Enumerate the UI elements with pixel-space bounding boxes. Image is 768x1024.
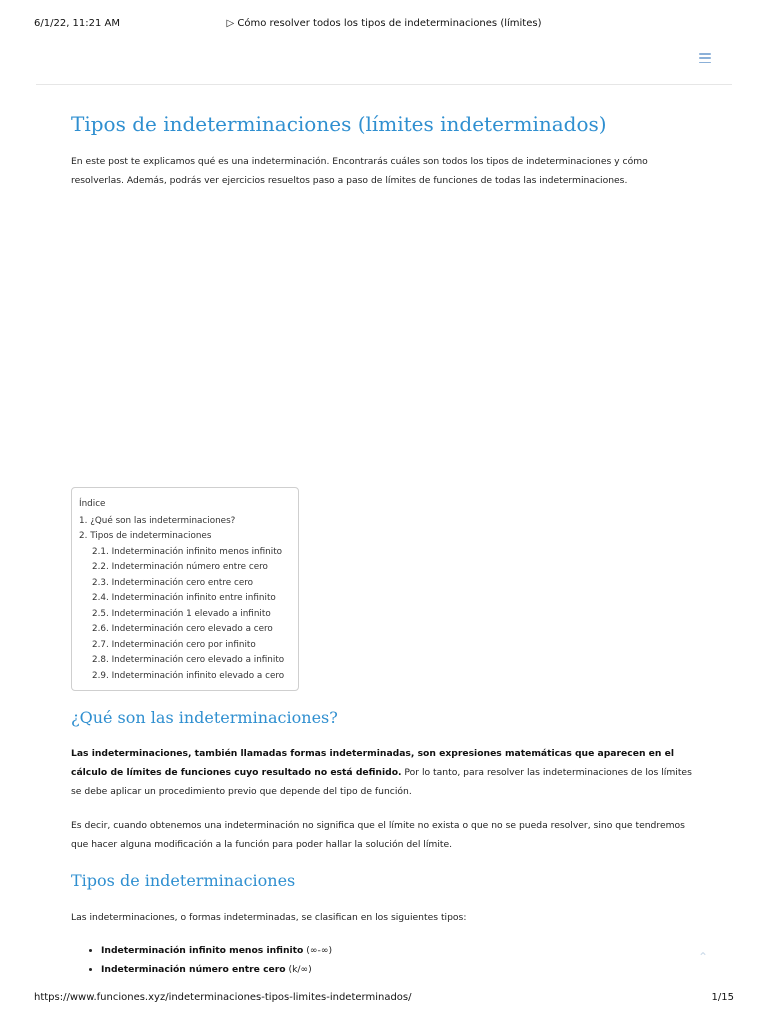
page-title: Tipos de indeterminaciones (límites indeterminados) xyxy=(71,112,607,136)
toc-subitem[interactable]: 2.2. Indeterminación número entre cero xyxy=(92,562,268,572)
ad-placeholder xyxy=(71,190,697,487)
toc-subitem[interactable]: 2.4. Indeterminación infinito entre infinito xyxy=(92,593,276,603)
print-url: https://www.funciones.xyz/indeterminaciones-tipos-limites-indeterminados/ xyxy=(34,992,412,1003)
page-number: 1/15 xyxy=(711,992,734,1003)
toc-subitem[interactable]: 2.9. Indeterminación infinito elevado a cero xyxy=(92,670,285,681)
list-item xyxy=(101,960,697,979)
list-item-bold: Indeterminación infinito menos infinito xyxy=(101,944,304,956)
toc-subitem[interactable]: 2.1. Indeterminación infinito menos infinito xyxy=(92,546,283,557)
intro-paragraph: En este post te explicamos qué es una indeterminación. Encontrarás cuáles son todos los tipos de indeterminaciones y cómo resolverlas. Además, podrás ver ejercicios resueltos paso a paso de límites de funciones de todas las indeterminaciones. xyxy=(71,156,648,186)
list-item-bold: Indeterminación número entre cero xyxy=(101,963,286,975)
toc-subitem[interactable]: 2.6. Indeterminación cero elevado a cero xyxy=(92,624,273,634)
section1-paragraph-2: Es decir, cuando obtenemos una indeterminación no significa que el límite no exista o que no se pueda resolver, sino que tendremos que hacer alguna modificación a la función para poder hallar la solución del límite. xyxy=(71,820,685,851)
toc-subitem[interactable]: 2.3. Indeterminación cero entre cero xyxy=(92,577,254,588)
list-item xyxy=(101,941,697,960)
header-divider xyxy=(36,84,732,85)
toc-subitem[interactable]: 2.7. Indeterminación cero por infinito xyxy=(92,639,256,650)
types-list xyxy=(71,941,697,979)
toc-subitem[interactable]: 2.8. Indeterminación cero elevado a infinito xyxy=(92,655,285,665)
section-heading-que-son: ¿Qué son las indeterminaciones? xyxy=(71,708,338,727)
print-datetime: 6/1/22, 11:21 AM xyxy=(34,18,121,29)
section-heading-tipos: Tipos de indeterminaciones xyxy=(71,871,296,891)
hamburger-menu-icon[interactable] xyxy=(699,53,711,63)
list-item-notation: (k/∞) xyxy=(285,963,312,975)
article-content xyxy=(71,110,697,979)
toc-item-que-son[interactable]: 1. ¿Qué son las indeterminaciones? xyxy=(79,515,236,526)
toc-subitem[interactable]: 2.5. Indeterminación 1 elevado a infinito xyxy=(92,608,271,619)
table-of-contents xyxy=(71,487,299,691)
toc-item-tipos[interactable]: 2. Tipos de indeterminaciones xyxy=(79,531,212,541)
definition-bold-text: Las indeterminaciones, también llamadas formas indeterminadas, son expresiones matemáticas que aparecen en el cálculo de límites de funciones cuyo resultado no está definido. xyxy=(71,748,675,779)
print-page-title: ▷ Cómo resolver todos los tipos de indeterminaciones (límites) xyxy=(226,18,542,29)
section1-paragraph-1 xyxy=(71,744,697,801)
list-item-notation: (∞-∞) xyxy=(303,944,333,956)
definition-rest-text: Por lo tanto, para resolver las indeterminaciones de los límites se debe aplicar un procedimiento previo que depende del tipo de función. xyxy=(71,767,692,798)
section2-paragraph: Las indeterminaciones, o formas indeterminadas, se clasifican en los siguientes tipos: xyxy=(71,911,467,923)
toc-title: Índice xyxy=(79,499,106,509)
chevron-up-icon[interactable]: ⌃ xyxy=(697,950,709,964)
